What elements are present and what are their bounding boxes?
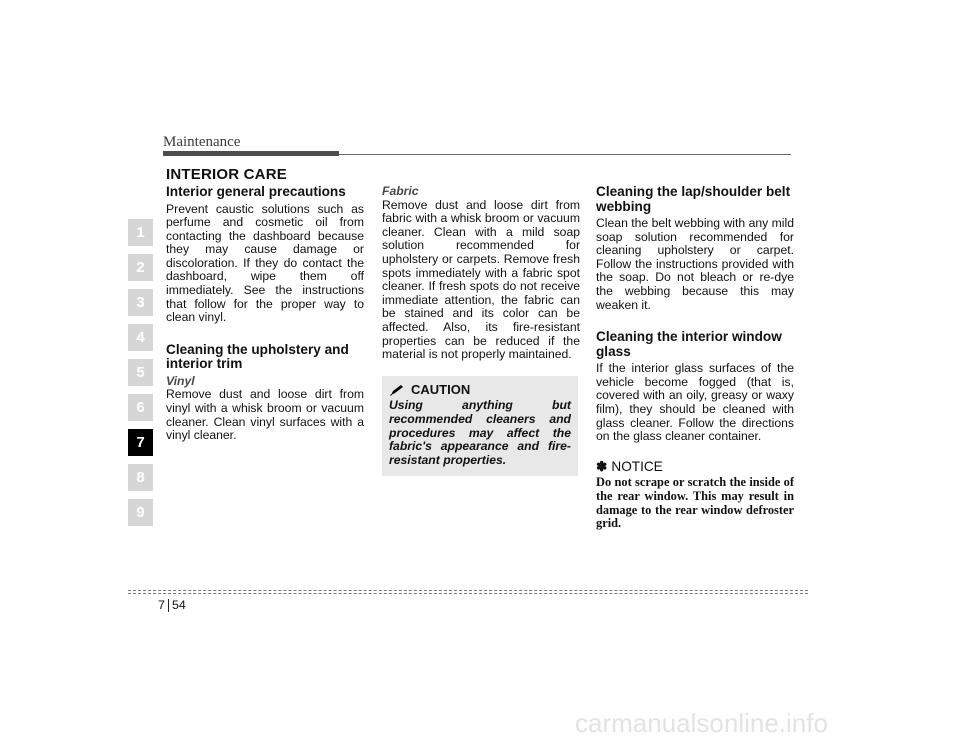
- chapter-tab-7[interactable]: 7: [128, 429, 153, 456]
- vinyl-label: Vinyl: [166, 373, 195, 388]
- glass-heading: Cleaning the interior window glass: [596, 329, 782, 359]
- page-title: INTERIOR CARE: [166, 166, 287, 183]
- vinyl-body: Remove dust and loose dirt from vinyl with a whisk broom or vacuum cleaner. Clean vinyl surfaces with a vinyl cleaner.: [166, 387, 364, 443]
- chapter-tab-8[interactable]: 8: [128, 464, 153, 491]
- column-middle: [382, 185, 580, 476]
- notice-asterisk-icon: ✽: [596, 458, 608, 474]
- section-header: Maintenance: [163, 134, 241, 150]
- footer-chapter: 7: [158, 598, 165, 612]
- chapter-tabs: [128, 219, 153, 534]
- glass-body: If the interior glass surfaces of the vehicle become fogged (that is, covered with an oily, greasy or waxy film), they should be cleaned with glass cleaner. Follow the directions on the glass cleaner container.: [596, 361, 794, 444]
- watermark: carmanualsonline.info: [575, 708, 828, 738]
- precautions-heading: Interior general precautions: [166, 184, 346, 199]
- chapter-tab-9[interactable]: 9: [128, 499, 153, 526]
- caution-box: [382, 376, 578, 477]
- column-right: [596, 185, 794, 531]
- precautions-body: Prevent caustic solutions such as perfume and cosmetic oil from contacting the dashboard because they may cause damage or discoloration. If they do contact the dashboard, wipe them off immediately. See the instructions that follow for the proper way to clean vinyl.: [166, 201, 364, 325]
- chapter-tab-3[interactable]: 3: [128, 289, 153, 316]
- chapter-tab-2[interactable]: 2: [128, 254, 153, 281]
- fabric-label: Fabric: [382, 184, 419, 198]
- header-rule-thin: [339, 154, 791, 155]
- footer-rule: [128, 590, 808, 591]
- notice-header: [596, 460, 794, 474]
- chapter-tab-6[interactable]: 6: [128, 394, 153, 421]
- column-left: [166, 185, 364, 443]
- footer-page-number: 54: [172, 598, 186, 612]
- notice-title: NOTICE: [611, 458, 663, 474]
- chapter-tab-5[interactable]: 5: [128, 359, 153, 386]
- caution-header: [389, 383, 571, 397]
- fabric-body: Remove dust and loose dirt from fabric with a whisk broom or vacuum cleaner. Clean with a mild soap solution recommended for upholstery or carpets. Remove fresh spots immediately with a fabric spot cleaner. If fresh spots do not receive immediate attention, the fabric can be stained and its color can be affected. Also, its fire-resistant properties can be reduced if the material is not properly maintained.: [382, 197, 580, 362]
- notice-body: Do not scrape or scratch the inside of the rear window. This may result in damage to the rear window defroster grid.: [596, 475, 794, 531]
- belt-heading: Cleaning the lap/shoulder belt webbing: [596, 184, 791, 214]
- header-rule-thick: [163, 151, 339, 156]
- belt-body: Clean the belt webbing with any mild soap solution recommended for cleaning upholstery or carpet. Follow the instructions provided with the soap. Do not bleach or re-dye the webbing because this may weaken it.: [596, 216, 794, 312]
- footer-separator: [168, 599, 169, 612]
- upholstery-heading: Cleaning the upholstery and interior trim: [166, 341, 349, 372]
- caution-pencil-icon: [389, 384, 405, 396]
- chapter-tab-1[interactable]: 1: [128, 219, 153, 246]
- caution-title: CAUTION: [411, 381, 471, 397]
- caution-body: Using anything but recommended cleaners and procedures may affect the fabric's appearance and fire-resistant properties.: [389, 398, 571, 467]
- footer-rule-2: [128, 593, 808, 594]
- chapter-tab-4[interactable]: 4: [128, 324, 153, 351]
